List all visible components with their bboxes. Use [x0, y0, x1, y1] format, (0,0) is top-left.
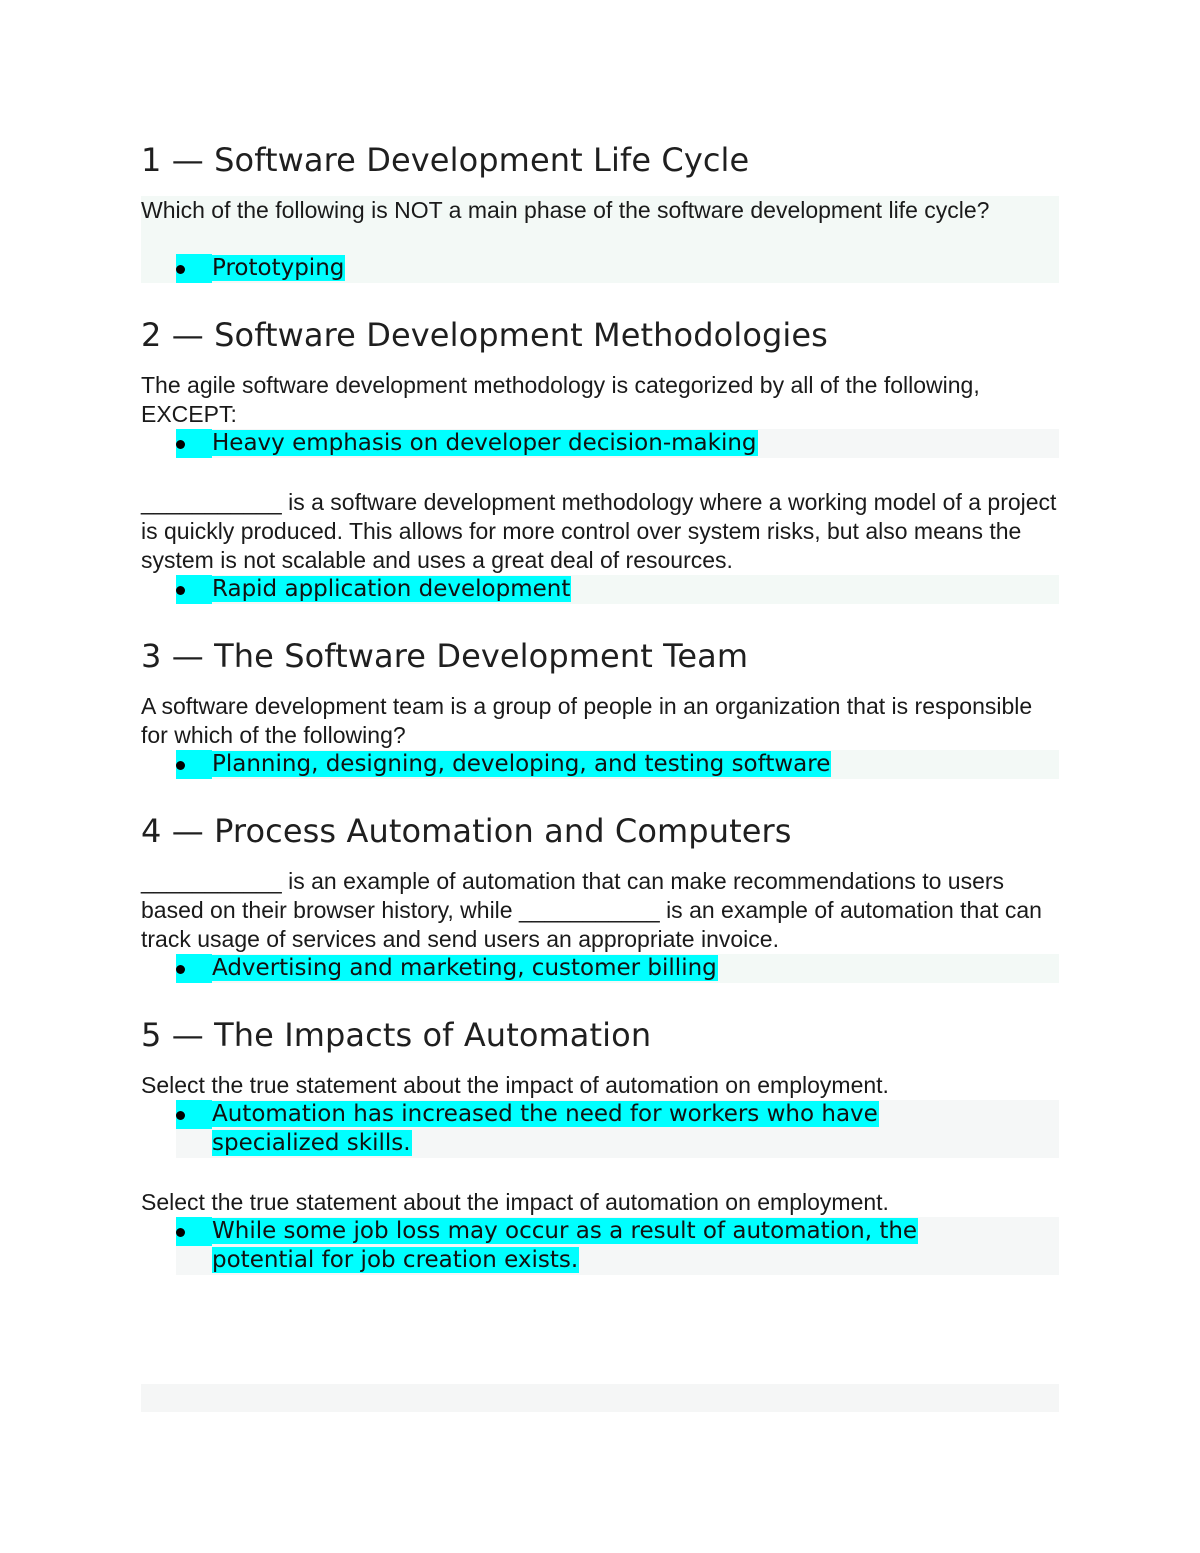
trailing-empty-block: [141, 1384, 1059, 1412]
answer-item: [176, 750, 1059, 779]
section-5-answer-2: While some job loss may occur as a result of automation, the potential for job creation exists.: [212, 1218, 918, 1273]
bullet-icon: [176, 750, 212, 779]
answer-item: [176, 1100, 1059, 1158]
section-2-answer-1: Heavy emphasis on developer decision-making: [212, 430, 757, 456]
section-2-answer-list-2: [176, 575, 1059, 604]
section-2-answer-list-1: [176, 429, 1059, 458]
answer-item: [176, 1217, 1059, 1275]
section-2-question-2: ___________ is a software development methodology where a working model of a project is quickly produced. This allows for more control over system risks, but also means the system is not scalable and uses a great deal of resources.: [141, 489, 1057, 573]
section-1-question: Which of the following is NOT a main phase of the software development life cycle?: [141, 197, 990, 223]
section-5-question-2: Select the true statement about the impact of automation on employment.: [141, 1189, 889, 1215]
answer-item: [176, 254, 1059, 283]
document-page: [141, 138, 1059, 1275]
section-2-heading: 2 — Software Development Methodologies: [141, 316, 828, 354]
section-4-heading: 4 — Process Automation and Computers: [141, 812, 792, 850]
section-2-question-1: The agile software development methodology is categorized by all of the following, EXCEPT:: [141, 372, 980, 427]
section-1-answer-list: [176, 254, 1059, 283]
bullet-icon: [176, 1100, 212, 1129]
section-5-answer-1: Automation has increased the need for workers who have specialized skills.: [212, 1101, 878, 1156]
section-5-answer-list-1: [176, 1100, 1059, 1158]
section-3-heading: 3 — The Software Development Team: [141, 637, 749, 675]
section-1-answer: Prototyping: [212, 255, 345, 281]
section-4-answer-list: [176, 954, 1059, 983]
bullet-icon: [176, 575, 212, 604]
section-4-answer: Advertising and marketing, customer billing: [212, 955, 717, 981]
bullet-icon: [176, 1217, 212, 1246]
bullet-icon: [176, 254, 212, 283]
section-4-question: ___________ is an example of automation that can make recommendations to users based on their browser history, while ___________ is an example of automation that can track usage of services and send users an appropriate invoice.: [141, 868, 1042, 952]
section-1-question-block: [141, 196, 1059, 283]
answer-item: [176, 954, 1059, 983]
section-3-answer: Planning, designing, developing, and testing software: [212, 751, 831, 777]
bullet-icon: [176, 954, 212, 983]
section-1-heading: 1 — Software Development Life Cycle: [141, 141, 750, 179]
section-3-question: A software development team is a group of people in an organization that is responsible for which of the following?: [141, 693, 1033, 748]
section-5-heading: 5 — The Impacts of Automation: [141, 1016, 652, 1054]
answer-item: [176, 429, 1059, 458]
answer-item: [176, 575, 1059, 604]
section-5-question-1: Select the true statement about the impact of automation on employment.: [141, 1072, 889, 1098]
bullet-icon: [176, 429, 212, 458]
section-5-answer-list-2: [176, 1217, 1059, 1275]
section-3-answer-list: [176, 750, 1059, 779]
section-2-answer-2: Rapid application development: [212, 576, 571, 602]
